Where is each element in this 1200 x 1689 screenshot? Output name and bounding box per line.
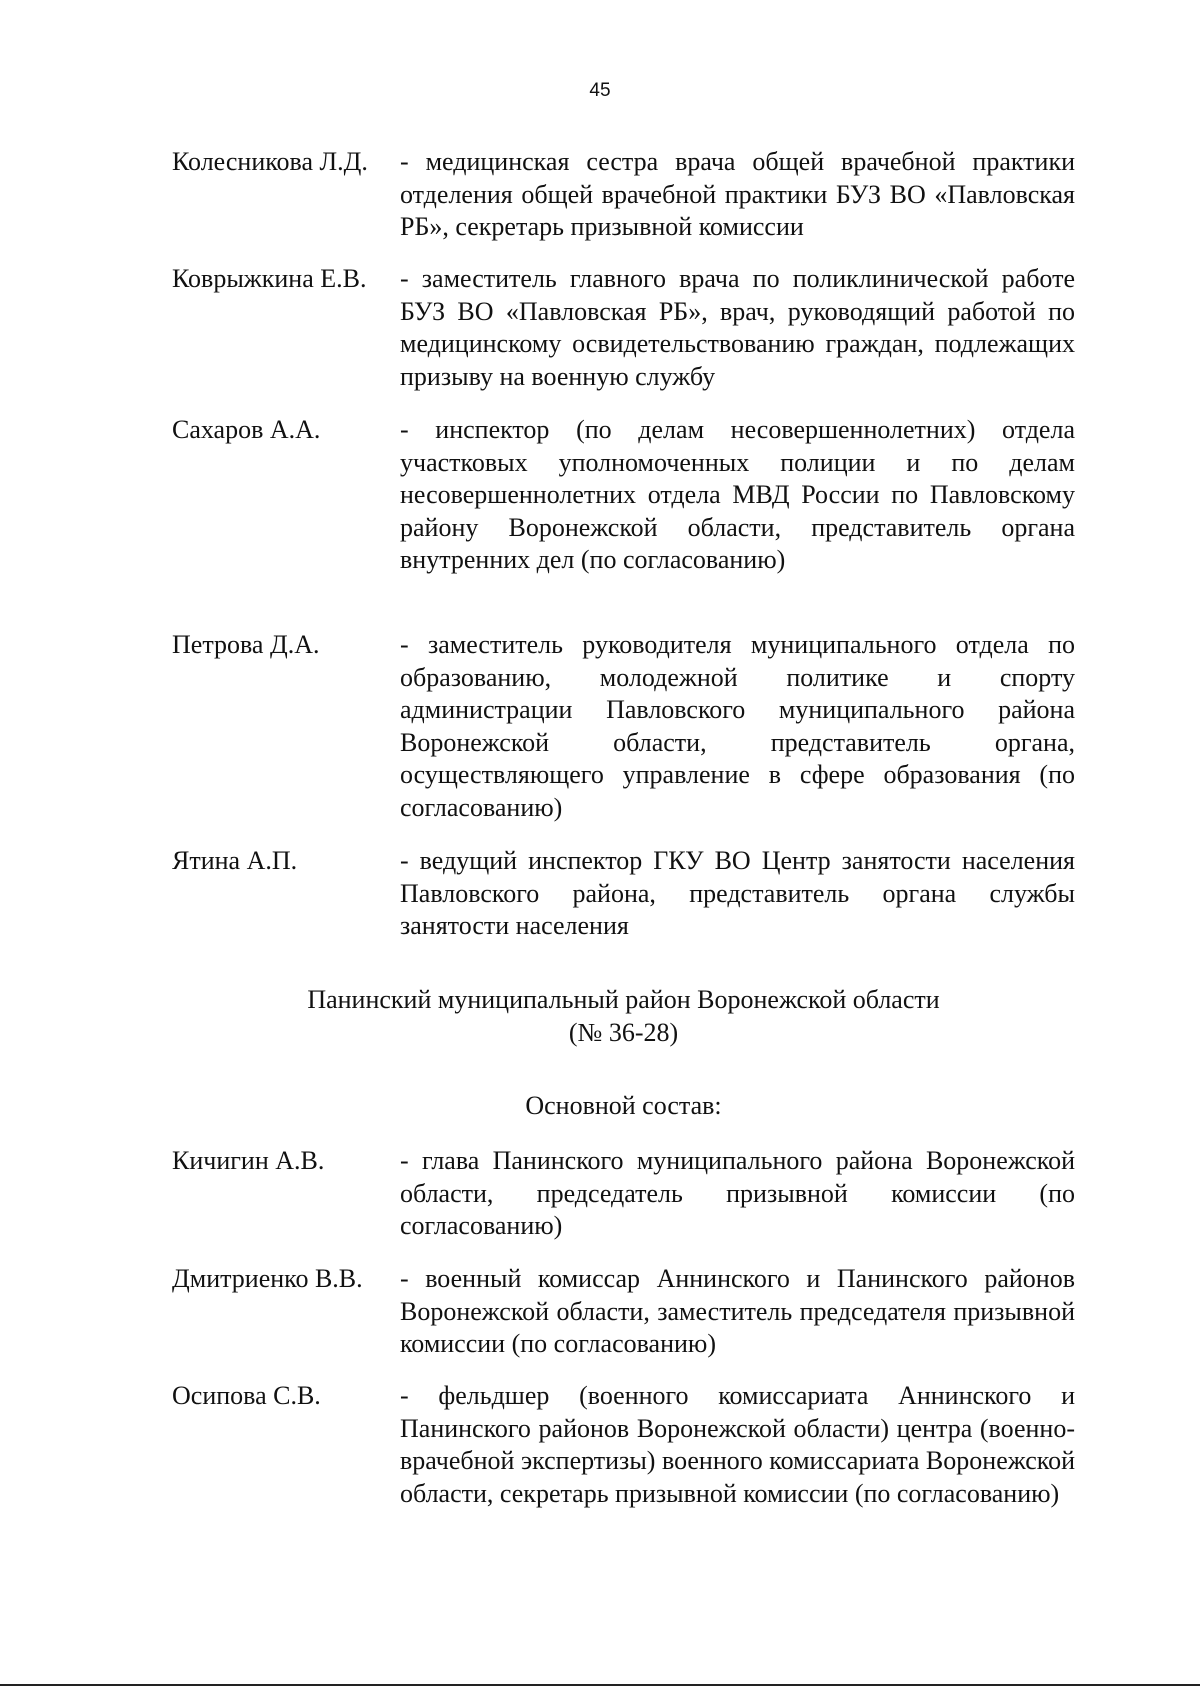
member-description: - ведущий инспектор ГКУ ВО Центр занятости населения Павловского района, представитель органа службы занятости населения: [400, 846, 1075, 940]
member-entry: [172, 1263, 1075, 1361]
member-name: Петрова Д.А.: [172, 630, 320, 659]
member-description: - заместитель главного врача по поликлинической работе БУЗ ВО «Павловская РБ», врач, руководящий работой по медицинскому освидетельствованию граждан, подлежащих призыву на военную службу: [400, 264, 1075, 391]
member-entry: [172, 414, 1075, 577]
section-number: (№ 36-28): [568, 1017, 679, 1047]
page-number: 45: [589, 80, 611, 101]
member-description: - медицинская сестра врача общей врачебной практики отделения общей врачебной практики БУЗ ВО «Павловская РБ», секретарь призывной комиссии: [400, 147, 1075, 241]
member-entry: [172, 845, 1075, 943]
section-title-line: Панинский муниципальный район Воронежской области: [307, 985, 940, 1014]
member-name: Дмитриенко В.В.: [172, 1264, 363, 1293]
member-name: Кичигин А.В.: [172, 1146, 325, 1175]
section-title: [172, 984, 1075, 1049]
member-entry: [172, 629, 1075, 824]
page-bottom-rule: [0, 1684, 1200, 1686]
member-description: - фельдшер (военного комиссариата Аннинского и Панинского районов Воронежской области) центра (военно-врачебной экспертизы) военного комиссариата Воронежской области, секретарь призывной комиссии (по согласованию): [400, 1381, 1075, 1508]
member-entry: [172, 263, 1075, 393]
member-description: - военный комиссар Аннинского и Панинского районов Воронежской области, заместитель председателя призывной комиссии (по согласованию): [400, 1264, 1075, 1358]
member-entry: [172, 1380, 1075, 1510]
member-description: - заместитель руководителя муниципального отдела по образованию, молодежной политике и спорту администрации Павловского муниципального района Воронежской области, представитель органа, осуществляющего управление в сфере образования (по согласованию): [400, 630, 1075, 822]
member-description: - глава Панинского муниципального района Воронежской области, председатель призывной комиссии (по согласованию): [400, 1146, 1075, 1240]
member-entry: [172, 146, 1075, 244]
member-name: Сахаров А.А.: [172, 415, 321, 444]
section-subtitle: Основной состав:: [525, 1091, 722, 1120]
member-entry: [172, 1145, 1075, 1243]
member-name: Ятина А.П.: [172, 846, 298, 875]
member-name: Осипова С.В.: [172, 1381, 321, 1410]
member-name: Колесникова Л.Д.: [172, 147, 368, 176]
member-description: - инспектор (по делам несовершеннолетних) отдела участковых уполномоченных полиции и по делам несовершеннолетних отдела МВД России по Павловскому району Воронежской области, представитель органа внутренних дел (по согласованию): [400, 415, 1075, 574]
member-name: Коврыжкина Е.В.: [172, 264, 367, 293]
